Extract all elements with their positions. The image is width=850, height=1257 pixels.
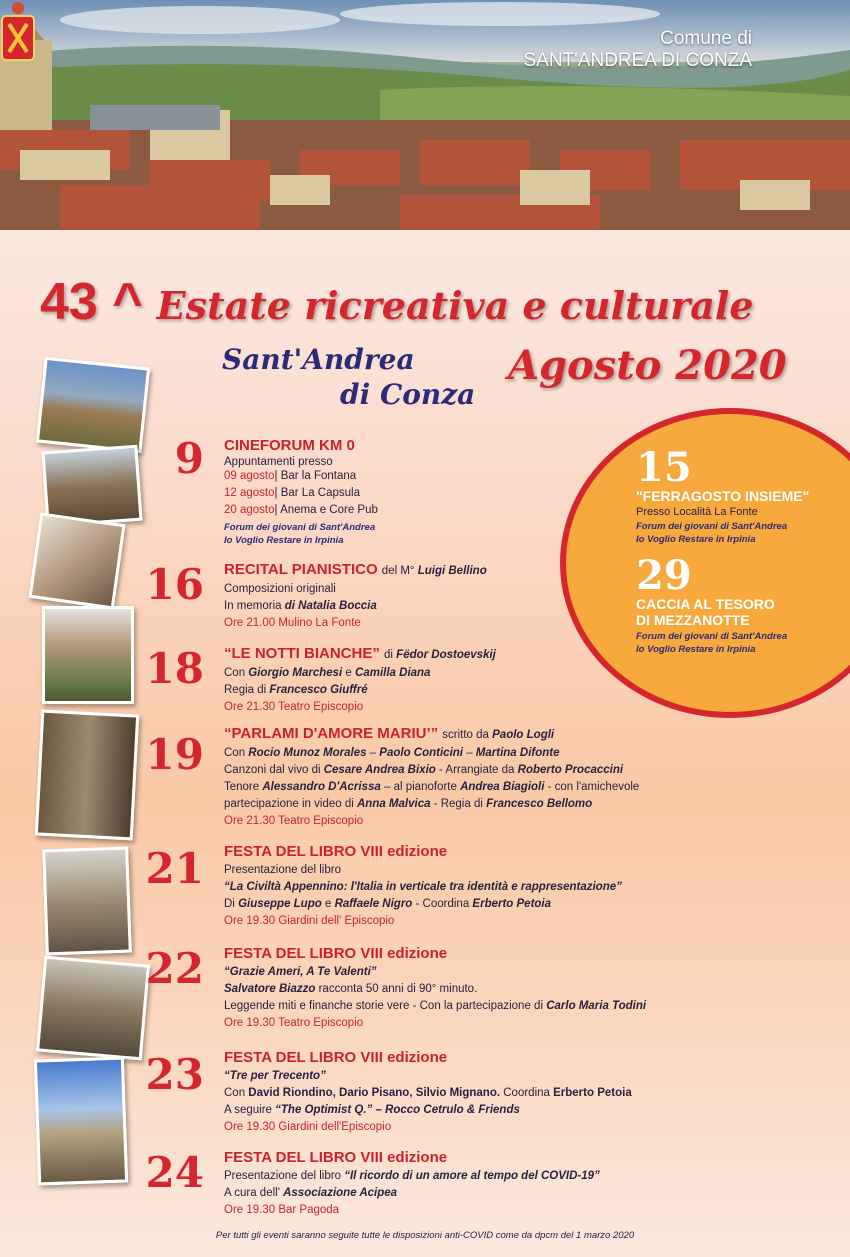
forum-line: Forum dei giovani di Sant'Andrea <box>224 522 376 533</box>
event-time: Ore 21.30 Teatro Episcopio <box>224 815 364 827</box>
photo-6 <box>42 847 132 956</box>
poster-title <box>40 272 754 332</box>
event-heading: “LE NOTTI BIANCHE” <box>224 645 380 662</box>
photo-5 <box>35 710 139 841</box>
forum-line: Forum dei giovani di Sant'Andrea <box>636 521 788 532</box>
schedule-row: 12 agosto| Bar La Capsula <box>224 487 360 499</box>
event-heading: CINEFORUM KM 0 <box>224 437 355 454</box>
event-day: 22 <box>145 944 204 993</box>
event-line: Appuntamenti presso <box>224 456 333 468</box>
photo-4 <box>42 606 134 704</box>
forum-line: Io Voglio Restare in Irpinia <box>636 644 756 655</box>
title-text: Estate ricreativa e culturale <box>156 283 754 328</box>
event-heading: FESTA DEL LIBRO VIII edizione <box>224 1149 448 1166</box>
event-time: Ore 21.00 Mulino La Fonte <box>224 617 361 629</box>
event-line: Canzoni dal vivo di Cesare Andrea Bixio - Arrangiate da Roberto Procaccini <box>224 764 624 776</box>
event-line: Regia di Francesco Giuffré <box>224 684 368 696</box>
photo-8 <box>34 1056 128 1185</box>
event-line: partecipazione in video di Anna Malvica - Regia di Francesco Bellomo <box>224 798 593 810</box>
event-parlami-damore: “PARLAMI D'AMORE MARIU’” scritto da Paolo Logli Con Rocio Munoz Morales – Paolo Conticini – Martina Difonte Canzoni dal vivo di Cesare Andrea Bixio - Arrangiate da Roberto Procaccini Tenore Alessandro D'Acrissa – al pianoforte Andrea Biagioli - con l'amichevole partecipazione in video di Anna Malvica - Regia di Francesco Bellomo Ore 21.30 Teatro Episcopio <box>224 724 639 830</box>
municipal-crest-icon <box>0 0 36 64</box>
forum-line: Forum dei giovani di Sant'Andrea <box>636 631 788 642</box>
event-heading: RECITAL PIANISTICO <box>224 561 378 578</box>
event-line: Di Giuseppe Lupo e Raffaele Nigro - Coordina Erberto Petoia <box>224 898 552 910</box>
highlight-title: CACCIA AL TESORO <box>636 596 775 612</box>
schedule-row: 20 agosto| Anema e Core Pub <box>224 504 378 516</box>
event-line: Presentazione del libro “Il ricordo di un amore al tempo del COVID-19” <box>224 1170 600 1182</box>
highlight-day: 29 <box>636 552 692 599</box>
event-festa-libro-22 <box>224 944 646 1032</box>
event-day: 9 <box>174 434 204 483</box>
event-festa-libro-23 <box>224 1048 632 1136</box>
highlight-title: DI MEZZANOTTE <box>636 612 750 628</box>
highlight-events <box>636 444 810 656</box>
event-heading: FESTA DEL LIBRO VIII edizione <box>224 945 448 962</box>
event-notti-bianche: “LE NOTTI BIANCHE” di Fëdor Dostoevskij Con Giorgio Marchesi e Camilla Diana Regia di Francesco Giuffré Ore 21.30 Teatro Episcopio <box>224 644 496 716</box>
highlight-title: "FERRAGOSTO INSIEME" <box>636 488 810 504</box>
municipality-name <box>524 28 753 72</box>
forum-line: Io Voglio Restare in Irpinia <box>636 534 756 545</box>
event-day: 19 <box>145 730 204 779</box>
event-line: A cura dell' Associazione Acipea <box>224 1187 398 1199</box>
comune-line1: Comune di <box>660 28 752 49</box>
event-day: 24 <box>145 1148 204 1197</box>
event-recital: RECITAL PIANISTICO del M° Luigi Bellino Composizioni originali In memoria di Natalia Boccia Ore 21.00 Mulino La Fonte <box>224 560 487 632</box>
event-time: Ore 19.30 Giardini dell' Episcopio <box>224 915 395 927</box>
event-time: Ore 19.30 Teatro Episcopio <box>224 1017 364 1029</box>
event-line: In memoria di Natalia Boccia <box>224 600 377 612</box>
event-day: 18 <box>145 644 204 693</box>
highlight-day: 15 <box>636 444 692 491</box>
event-line: Salvatore Biazzo racconta 50 anni di 90° minuto. <box>224 983 478 995</box>
event-line: Leggende miti e finanche storie vere - Con la partecipazione di Carlo Maria Todini <box>224 1000 647 1012</box>
event-line: Presentazione del libro <box>224 864 341 876</box>
event-line: Composizioni originali <box>224 583 336 595</box>
event-line: Con Rocio Munoz Morales – Paolo Conticini – Martina Difonte <box>224 747 560 759</box>
event-day: 21 <box>145 844 204 893</box>
header-town-photo <box>0 0 850 230</box>
edition-number: 43 ^ <box>40 273 143 331</box>
event-heading: FESTA DEL LIBRO VIII edizione <box>224 843 448 860</box>
event-heading: “PARLAMI D'AMORE MARIU’” <box>224 725 439 742</box>
event-line: Con David Riondino, Dario Pisano, Silvio Mignano. Coordina Erberto Petoia <box>224 1087 632 1099</box>
event-heading: FESTA DEL LIBRO VIII edizione <box>224 1049 448 1066</box>
photo-7 <box>36 956 150 1061</box>
place-line2: di Conza <box>340 378 476 411</box>
covid-notice: Per tutti gli eventi saranno seguite tutte le disposizioni anti-COVID come da dpcm del 1 marzo 2020 <box>215 1230 635 1241</box>
place-line1: Sant'Andrea <box>222 343 415 376</box>
event-line: A seguire “The Optimist Q.” – Rocco Cetrulo & Friends <box>224 1104 520 1116</box>
event-line: Con Giorgio Marchesi e Camilla Diana <box>224 667 431 679</box>
event-festa-libro-24 <box>224 1148 600 1219</box>
photo-3 <box>28 512 125 609</box>
book-title: “La Civiltà Appennino: l'Italia in verticale tra identità e rappresentazione” <box>224 881 622 893</box>
event-cineforum <box>224 436 378 547</box>
event-time: Ore 19.30 Giardini dell'Episcopio <box>224 1121 392 1133</box>
highlight-place: Presso Località La Fonte <box>636 506 758 518</box>
event-time: Ore 19.30 Bar Pagoda <box>224 1204 340 1216</box>
book-title: “Grazie Ameri, A Te Valenti” <box>224 966 377 978</box>
event-festa-libro-21 <box>224 842 622 930</box>
schedule-row: 09 agosto| Bar la Fontana <box>224 470 357 482</box>
event-day: 23 <box>145 1050 204 1099</box>
event-day: 16 <box>145 560 204 609</box>
forum-line: Io Voglio Restare in Irpinia <box>224 535 344 546</box>
book-title: “Tre per Trecento” <box>224 1070 326 1082</box>
photo-1 <box>36 357 150 454</box>
event-month: Agosto 2020 <box>508 342 787 389</box>
event-line: Tenore Alessandro D'Acrissa – al pianoforte Andrea Biagioli - con l'amichevole <box>224 781 640 793</box>
event-time: Ore 21.30 Teatro Episcopio <box>224 701 364 713</box>
comune-line2: SANT'ANDREA DI CONZA <box>523 50 752 71</box>
